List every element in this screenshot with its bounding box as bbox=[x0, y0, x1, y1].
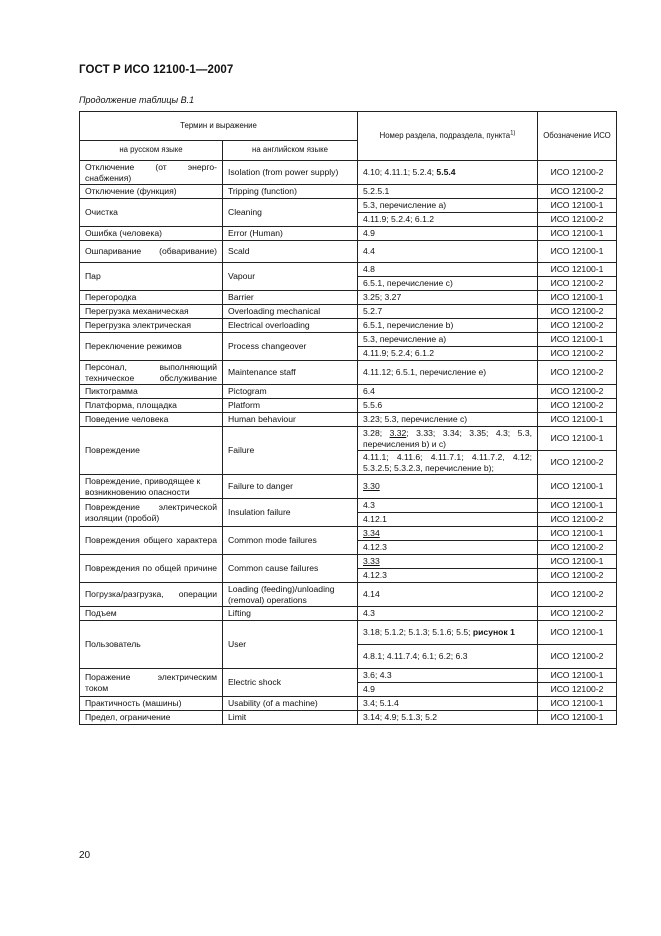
section-cell bbox=[358, 475, 538, 499]
section-cell bbox=[358, 347, 538, 361]
iso-cell: ИСО 12100-1 bbox=[538, 621, 617, 645]
terms-table bbox=[79, 111, 617, 725]
term-en-cell: Error (Human) bbox=[223, 227, 358, 241]
section-text: 4.3 bbox=[363, 608, 375, 619]
iso-cell: ИСО 12100-2 bbox=[538, 347, 617, 361]
section-cell bbox=[358, 241, 538, 263]
iso-cell: ИСО 12100-1 bbox=[538, 333, 617, 347]
table-row bbox=[80, 199, 617, 213]
iso-cell: ИСО 12100-1 bbox=[538, 291, 617, 305]
section-text: 3.4; 5.1.4 bbox=[363, 698, 399, 709]
section-cell bbox=[358, 621, 538, 645]
table-row bbox=[80, 527, 617, 541]
term-ru-cell: Отключение (функция) bbox=[80, 185, 223, 199]
term-en-cell: Vapour bbox=[223, 263, 358, 291]
section-cell bbox=[358, 199, 538, 213]
term-ru-cell: Повреждение электрической изоляции (пробой) bbox=[80, 499, 223, 527]
section-cell bbox=[358, 683, 538, 697]
iso-cell: ИСО 12100-2 bbox=[538, 513, 617, 527]
section-text: 4.9 bbox=[363, 684, 375, 695]
iso-cell: ИСО 12100-1 bbox=[538, 697, 617, 711]
table-row bbox=[80, 555, 617, 569]
section-cell bbox=[358, 711, 538, 725]
section-text: рисунок 1 bbox=[472, 627, 515, 638]
term-ru-cell: Перегрузка электрическая bbox=[80, 319, 223, 333]
term-ru-cell: Перегрузка механическая bbox=[80, 305, 223, 319]
iso-cell: ИСО 12100-2 bbox=[538, 569, 617, 583]
section-cell bbox=[358, 451, 538, 475]
section-text: 4.8 bbox=[363, 264, 375, 275]
term-ru-cell: Повреждения по общей причине bbox=[80, 555, 223, 583]
section-text: 3.23; 5.3, перечисление с) bbox=[363, 414, 468, 425]
iso-cell: ИСО 12100-1 bbox=[538, 427, 617, 451]
term-en-cell: User bbox=[223, 621, 358, 669]
term-en-cell: Cleaning bbox=[223, 199, 358, 227]
term-ru-cell: Повреждения общего характера bbox=[80, 527, 223, 555]
header-section-text: Номер раздела, подраздела, пункта bbox=[379, 130, 511, 140]
table-row bbox=[80, 241, 617, 263]
table-row bbox=[80, 227, 617, 241]
term-ru-cell: Пользователь bbox=[80, 621, 223, 669]
term-ru-cell: Переключение режимов bbox=[80, 333, 223, 361]
table-row bbox=[80, 607, 617, 621]
term-en-cell: Human behaviour bbox=[223, 413, 358, 427]
section-cell bbox=[358, 697, 538, 711]
section-text: 4.12.3 bbox=[363, 570, 387, 581]
section-text: 4.8.1; 4.11.7.4; 6.1; 6.2; 6.3 bbox=[363, 651, 468, 662]
iso-cell: ИСО 12100-1 bbox=[538, 413, 617, 427]
term-en-cell: Scald bbox=[223, 241, 358, 263]
section-text: 4.12.3 bbox=[363, 542, 387, 553]
section-text: 4.11.9; 5.2.4; 6.1.2 bbox=[363, 214, 435, 225]
section-text: 3.33 bbox=[363, 556, 380, 567]
term-ru-cell: Поражение электрическим током bbox=[80, 669, 223, 697]
section-cell bbox=[358, 227, 538, 241]
header-term: Термин и выражение bbox=[80, 112, 358, 141]
header-section bbox=[358, 112, 538, 161]
iso-cell: ИСО 12100-2 bbox=[538, 399, 617, 413]
iso-cell: ИСО 12100-1 bbox=[538, 241, 617, 263]
section-text: 4.12.1 bbox=[363, 514, 387, 525]
table-row bbox=[80, 385, 617, 399]
table-row bbox=[80, 319, 617, 333]
section-text: 3.14; 4.9; 5.1.3; 5.2 bbox=[363, 712, 438, 723]
term-en-cell: Failure bbox=[223, 427, 358, 475]
section-text: 3.28; bbox=[363, 428, 390, 438]
section-cell bbox=[358, 399, 538, 413]
iso-cell: ИСО 12100-2 bbox=[538, 451, 617, 475]
term-en-cell: Failure to danger bbox=[223, 475, 358, 499]
table-row bbox=[80, 263, 617, 277]
term-en-cell: Loading (feeding)/unloading (removal) operations bbox=[223, 583, 358, 607]
term-ru-cell: Отключение (от энерго-снабжения) bbox=[80, 161, 223, 185]
section-text: 3.6; 4.3 bbox=[363, 670, 392, 681]
section-text: 4.10; 4.11.1; 5.2.4; bbox=[363, 167, 437, 178]
term-ru-cell: Ошибка (человека) bbox=[80, 227, 223, 241]
section-cell bbox=[358, 291, 538, 305]
header-en: на английском языке bbox=[223, 141, 358, 161]
section-cell bbox=[358, 185, 538, 199]
section-text: 5.3, перечисление а) bbox=[363, 200, 447, 211]
term-en-cell: Insulation failure bbox=[223, 499, 358, 527]
iso-cell: ИСО 12100-1 bbox=[538, 711, 617, 725]
term-en-cell: Lifting bbox=[223, 607, 358, 621]
table-row bbox=[80, 427, 617, 451]
term-en-cell: Platform bbox=[223, 399, 358, 413]
term-en-cell: Barrier bbox=[223, 291, 358, 305]
table-row bbox=[80, 621, 617, 645]
iso-cell: ИСО 12100-2 bbox=[538, 607, 617, 621]
iso-cell: ИСО 12100-2 bbox=[538, 277, 617, 291]
section-text: 4.11.12; 6.5.1, перечисление е) bbox=[363, 367, 487, 378]
term-ru-cell: Поведение человека bbox=[80, 413, 223, 427]
term-en-cell: Usability (of a machine) bbox=[223, 697, 358, 711]
section-text: 3.30 bbox=[363, 481, 380, 492]
term-ru-cell: Персонал, выполняющий техническое обслуживание bbox=[80, 361, 223, 385]
section-text: 4.9 bbox=[363, 228, 375, 239]
term-en-cell: Electrical overloading bbox=[223, 319, 358, 333]
table-body bbox=[80, 161, 617, 725]
section-cell bbox=[358, 361, 538, 385]
section-text: 4.14 bbox=[363, 589, 380, 600]
table-row bbox=[80, 399, 617, 413]
term-ru-cell: Перегородка bbox=[80, 291, 223, 305]
term-en-cell: Common cause failures bbox=[223, 555, 358, 583]
section-text: 5.5.4 bbox=[436, 167, 456, 178]
table-row bbox=[80, 361, 617, 385]
iso-cell: ИСО 12100-2 bbox=[538, 361, 617, 385]
section-cell bbox=[358, 569, 538, 583]
section-text: 4.4 bbox=[363, 246, 375, 257]
term-en-cell: Limit bbox=[223, 711, 358, 725]
section-cell bbox=[358, 305, 538, 319]
section-text: 5.2.5.1 bbox=[363, 186, 390, 197]
iso-cell: ИСО 12100-1 bbox=[538, 227, 617, 241]
section-cell bbox=[358, 499, 538, 513]
iso-cell: ИСО 12100-2 bbox=[538, 583, 617, 607]
section-text: ; 3.33; 3.34; 3.35; 4.3; 5.3, перечисления b) и с) bbox=[363, 428, 532, 449]
section-text: 4.3 bbox=[363, 500, 375, 511]
iso-cell: ИСО 12100-1 bbox=[538, 199, 617, 213]
section-cell bbox=[358, 277, 538, 291]
table-row bbox=[80, 413, 617, 427]
section-text: 3.18; 5.1.2; 5.1.3; 5.1.6; 5.5; bbox=[363, 627, 473, 638]
iso-cell: ИСО 12100-2 bbox=[538, 645, 617, 669]
iso-cell: ИСО 12100-1 bbox=[538, 555, 617, 569]
section-cell bbox=[358, 645, 538, 669]
term-ru-cell: Пиктограмма bbox=[80, 385, 223, 399]
header-ru: на русском языке bbox=[80, 141, 223, 161]
section-cell bbox=[358, 583, 538, 607]
term-en-cell: Tripping (function) bbox=[223, 185, 358, 199]
iso-cell: ИСО 12100-2 bbox=[538, 213, 617, 227]
term-ru-cell: Практичность (машины) bbox=[80, 697, 223, 711]
term-en-cell: Common mode failures bbox=[223, 527, 358, 555]
section-text: 6.5.1, перечисление b) bbox=[363, 320, 454, 331]
term-ru-cell: Ошпаривание (обваривание) bbox=[80, 241, 223, 263]
section-cell bbox=[358, 527, 538, 541]
table-row bbox=[80, 669, 617, 683]
term-en-cell: Isolation (from power supply) bbox=[223, 161, 358, 185]
section-cell bbox=[358, 669, 538, 683]
document-title: ГОСТ Р ИСО 12100-1—2007 bbox=[79, 64, 234, 76]
section-cell bbox=[358, 427, 538, 451]
section-cell bbox=[358, 555, 538, 569]
iso-cell: ИСО 12100-1 bbox=[538, 475, 617, 499]
section-cell bbox=[358, 263, 538, 277]
table-row bbox=[80, 291, 617, 305]
table-row bbox=[80, 185, 617, 199]
term-en-cell: Maintenance staff bbox=[223, 361, 358, 385]
section-cell bbox=[358, 541, 538, 555]
iso-cell: ИСО 12100-2 bbox=[538, 683, 617, 697]
table-row bbox=[80, 583, 617, 607]
iso-cell: ИСО 12100-1 bbox=[538, 669, 617, 683]
page-number: 20 bbox=[79, 850, 91, 861]
section-cell bbox=[358, 385, 538, 399]
section-text: 5.2.7 bbox=[363, 306, 383, 317]
term-en-cell: Process changeover bbox=[223, 333, 358, 361]
table-row bbox=[80, 333, 617, 347]
table-row bbox=[80, 711, 617, 725]
term-ru-cell: Предел, ограничение bbox=[80, 711, 223, 725]
iso-cell: ИСО 12100-2 bbox=[538, 185, 617, 199]
term-ru-cell: Очистка bbox=[80, 199, 223, 227]
term-ru-cell: Погрузка/разгрузка, операции bbox=[80, 583, 223, 607]
term-ru-cell: Подъем bbox=[80, 607, 223, 621]
section-text: 4.11.9; 5.2.4; 6.1.2 bbox=[363, 348, 435, 359]
header-iso: Обозначение ИСО bbox=[538, 112, 617, 161]
table-caption: Продолжение таблицы В.1 bbox=[79, 95, 195, 105]
term-ru-cell: Повреждение bbox=[80, 427, 223, 475]
section-cell bbox=[358, 333, 538, 347]
iso-cell: ИСО 12100-1 bbox=[538, 263, 617, 277]
iso-cell: ИСО 12100-2 bbox=[538, 385, 617, 399]
footnote-marker: 1) bbox=[510, 130, 516, 137]
term-ru-cell: Пар bbox=[80, 263, 223, 291]
section-text: 3.34 bbox=[363, 528, 380, 539]
section-text: 3.25; 3.27 bbox=[363, 292, 402, 303]
term-en-cell: Overloading mechanical bbox=[223, 305, 358, 319]
term-ru-cell: Платформа, площадка bbox=[80, 399, 223, 413]
table-row bbox=[80, 161, 617, 185]
iso-cell: ИСО 12100-2 bbox=[538, 305, 617, 319]
section-text: 5.3, перечисление а) bbox=[363, 334, 447, 345]
section-text: 6.5.1, перечисление с) bbox=[363, 278, 453, 289]
section-text: 5.5.6 bbox=[363, 400, 383, 411]
section-cell bbox=[358, 161, 538, 185]
section-cell bbox=[358, 607, 538, 621]
iso-cell: ИСО 12100-2 bbox=[538, 161, 617, 185]
iso-cell: ИСО 12100-2 bbox=[538, 319, 617, 333]
table-row bbox=[80, 305, 617, 319]
iso-cell: ИСО 12100-1 bbox=[538, 499, 617, 513]
table-row bbox=[80, 697, 617, 711]
term-en-cell: Pictogram bbox=[223, 385, 358, 399]
section-text: 3.32 bbox=[389, 428, 407, 438]
section-text: 6.4 bbox=[363, 386, 375, 397]
section-cell bbox=[358, 319, 538, 333]
section-cell bbox=[358, 513, 538, 527]
term-en-cell: Electric shock bbox=[223, 669, 358, 697]
iso-cell: ИСО 12100-2 bbox=[538, 541, 617, 555]
iso-cell: ИСО 12100-1 bbox=[538, 527, 617, 541]
section-text: 4.11.1; 4.11.6; 4.11.7.1; 4.11.7.2, 4.12; 5.3.2.5; 5.3.2.3, перечисление b); bbox=[363, 452, 532, 473]
table-row bbox=[80, 475, 617, 499]
term-ru-cell: Повреждение, приводящее к возникновению опасности bbox=[80, 475, 223, 499]
table-row bbox=[80, 499, 617, 513]
section-cell bbox=[358, 213, 538, 227]
section-cell bbox=[358, 413, 538, 427]
